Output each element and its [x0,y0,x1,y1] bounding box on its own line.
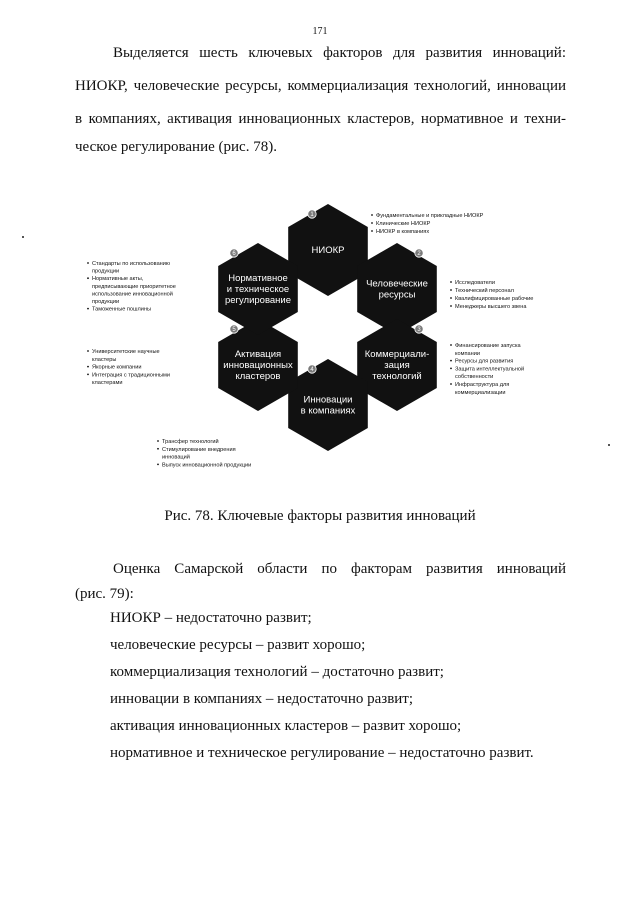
bullet-dot [450,305,452,307]
factor-label: Коммерциали- [364,349,430,360]
factor-bullet: Стандарты по использованию [92,261,171,267]
factor-bullet: кластерами [92,380,123,387]
intro-line: НИОКР, человеческие ресурсы, коммерциализация технологий, инновации [75,78,566,94]
bullet-dot [157,448,159,450]
factor-bullet: Инфраструктура для [455,382,510,388]
bullet-dot [371,214,373,216]
bullet-dot [450,383,452,385]
assessment-item: инновации в компаниях – недостаточно развит; [110,691,414,707]
factor-bullet: Ресурсы для развития [455,358,514,365]
bullet-dot [450,289,452,291]
factor-bullet: коммерциализации [455,389,506,396]
factor-label: регулирование [224,295,292,306]
factor-bullet: инноваций [162,454,190,461]
bullet-dot [87,262,89,264]
factor-bullet: Якорные компании [92,364,142,371]
factor-bullet: Менеджеры высшего звена [455,304,527,310]
factor-label: ресурсы [378,289,416,301]
factor-bullet: компании [455,350,480,357]
factor-bullet: собственности [455,374,494,381]
factor-bullet: Нормативные акты, [92,276,144,283]
factor-label: инновационных [223,360,293,371]
factor-bullet: кластеры [92,356,117,363]
factor-label: и техническое [226,284,290,295]
bullet-dot [450,281,452,283]
factor-number: 2 [417,250,421,257]
innovation-factors-diagram [0,190,640,490]
factor-bullet: Стимулирование внедрения [162,446,236,453]
factor-bullet: Фундаментальные и прикладные НИОКР [376,213,484,219]
factor-bullet: Защита интеллектуальной [455,366,525,373]
bullet-dot [450,360,452,362]
factor-number: 1 [310,211,314,218]
factor-label: Инновации [303,394,353,406]
factor-bullet: продукции [92,299,120,305]
factor-bullet: НИОКР в компаниях [376,229,430,235]
assessment-line: Оценка Самарской области по факторам развития инноваций [113,561,566,577]
factor-label: Человеческие [366,278,428,290]
bullet-dot [371,222,373,224]
bullet-dot [87,350,89,352]
intro-line: Выделяется шесть ключевых факторов для развития инноваций: [113,45,566,61]
factor-bullet: Финансирование запуска [455,343,521,349]
scan-mark [22,236,24,238]
bullet-dot [87,374,89,376]
factor-label: Нормативное [228,273,288,284]
bullet-dot [450,297,452,299]
assessment-item: коммерциализация технологий – достаточно развит; [110,664,444,680]
factor-number: 6 [232,250,236,257]
factor-bullet: Интеграция с традиционными [92,372,171,379]
bullet-dot [157,464,159,466]
assessment-line: (рис. 79): [75,586,134,602]
intro-line: ческое регулирование (рис. 78). [75,139,277,155]
bullet-dot [450,368,452,370]
factor-number: 4 [310,366,314,373]
bullet-dot [87,277,89,279]
factor-bullet: Выпуск инновационной продукции [162,462,252,469]
factor-label: технологий [372,371,422,382]
assessment-item: активация инновационных кластеров – развит хорошо; [110,718,462,734]
assessment-item: нормативное и техническое регулирование – недостаточно развит. [110,745,534,761]
factor-bullet: Технический персонал [455,288,514,294]
factor-number: 5 [232,326,236,333]
factor-bullet: Таможенные пошлины [92,306,152,313]
factor-number: 3 [417,326,421,333]
factor-label: кластеров [235,371,281,382]
figure-caption: Рис. 78. Ключевые факторы развития инноваций [164,508,476,524]
bullet-dot [371,230,373,232]
factor-bullet: Университетские научные [92,349,160,355]
factor-bullet: предписывающие приоритетное [92,283,176,290]
factor-bullet: Квалифицированные рабочие [455,296,534,302]
factor-bullet: Исследователи [455,280,495,286]
factor-label: зация [384,360,410,371]
bullet-dot [87,366,89,368]
factor-bullet: Клинические НИОКР [376,221,431,227]
bullet-dot [87,308,89,310]
factor-label: в компаниях [300,405,356,417]
scan-mark [608,444,610,446]
page-number: 171 [312,26,328,37]
factor-label: НИОКР [311,245,345,256]
factor-bullet: использование инновационной [92,291,173,298]
assessment-item: НИОКР – недостаточно развит; [110,610,312,626]
factor-bullet: Трансфер технологий [162,439,219,445]
factor-label: Активация [234,349,282,360]
factor-bullet: продукции [92,268,120,275]
bullet-dot [450,344,452,346]
bullet-dot [157,440,159,442]
intro-line: в компаниях, активация инновационных кластеров, нормативное и техни- [75,111,566,127]
assessment-item: человеческие ресурсы – развит хорошо; [110,637,366,653]
